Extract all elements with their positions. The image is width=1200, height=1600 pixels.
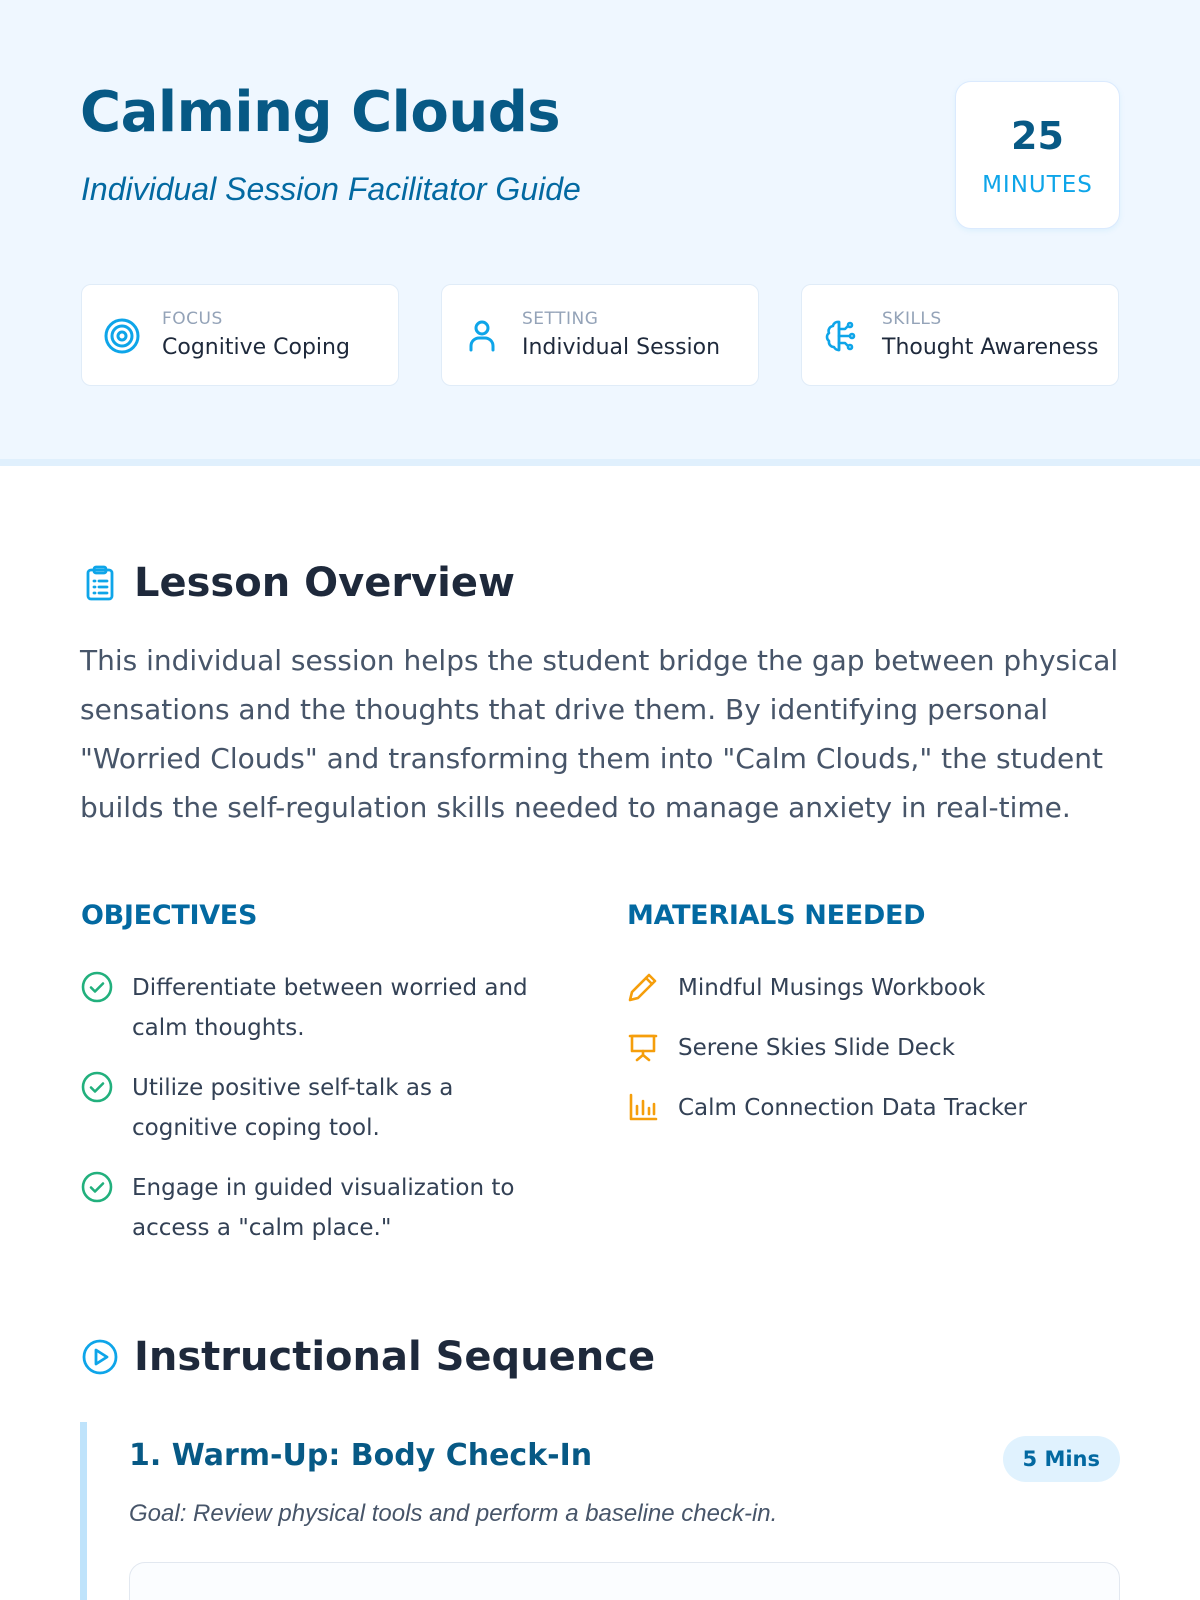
objective-item bbox=[80, 1068, 560, 1148]
target-icon bbox=[102, 316, 142, 356]
sequence-step bbox=[80, 1422, 1120, 1600]
header-banner bbox=[0, 0, 1200, 466]
material-item bbox=[626, 968, 1126, 1008]
step-duration-badge: 5 Mins bbox=[1003, 1436, 1120, 1482]
instructional-sequence-heading bbox=[80, 1334, 655, 1380]
presentation-icon bbox=[626, 1030, 660, 1064]
duration-card bbox=[955, 81, 1120, 229]
person-icon bbox=[462, 316, 502, 356]
meta-card-focus bbox=[81, 284, 399, 386]
material-text: Mindful Musings Workbook bbox=[678, 975, 986, 1001]
objective-text: Differentiate between worried and calm thoughts. bbox=[132, 975, 528, 1041]
objective-text: Engage in guided visualization to access a "calm place." bbox=[132, 1175, 515, 1241]
brain-icon bbox=[822, 316, 862, 356]
overview-text: This individual session helps the student bridge the gap between physical sensations and the thoughts that drive them. By identifying personal "Worried Clouds" and transforming them into "Calm Clouds," the student builds the self-regulation skills needed to manage anxiety in real-time. bbox=[80, 644, 1119, 824]
material-text: Calm Connection Data Tracker bbox=[678, 1095, 1027, 1121]
materials-heading: MATERIALS NEEDED bbox=[627, 900, 926, 931]
material-item bbox=[626, 1028, 1126, 1068]
section-title: Lesson Overview bbox=[134, 560, 515, 606]
section-title: Instructional Sequence bbox=[134, 1334, 656, 1380]
objectives-heading: OBJECTIVES bbox=[81, 900, 258, 931]
objective-item bbox=[80, 1168, 560, 1248]
meta-label: SETTING bbox=[522, 309, 599, 329]
step-content-box bbox=[129, 1562, 1120, 1600]
play-circle-icon bbox=[80, 1337, 120, 1377]
duration-unit: MINUTES bbox=[982, 172, 1093, 198]
meta-value: Thought Awareness bbox=[882, 335, 1099, 360]
meta-label: FOCUS bbox=[162, 309, 223, 329]
step-title: 1. Warm-Up: Body Check-In bbox=[129, 1438, 593, 1473]
check-circle-icon bbox=[80, 1070, 114, 1104]
material-text: Serene Skies Slide Deck bbox=[678, 1035, 955, 1061]
clipboard-icon bbox=[80, 563, 120, 603]
meta-label: SKILLS bbox=[882, 309, 942, 329]
check-circle-icon bbox=[80, 970, 114, 1004]
lesson-overview-heading bbox=[80, 560, 515, 606]
bar-chart-icon bbox=[626, 1090, 660, 1124]
objective-item bbox=[80, 968, 560, 1048]
check-circle-icon bbox=[80, 1170, 114, 1204]
step-goal: Goal: Review physical tools and perform a baseline check-in. bbox=[129, 1500, 778, 1527]
meta-value: Individual Session bbox=[522, 335, 721, 360]
duration-value: 25 bbox=[1011, 114, 1064, 158]
meta-card-setting bbox=[441, 284, 759, 386]
page-subtitle: Individual Session Facilitator Guide bbox=[81, 171, 581, 207]
page-title: Calming Clouds bbox=[80, 80, 561, 145]
meta-card-skills bbox=[801, 284, 1119, 386]
objective-text: Utilize positive self-talk as a cognitive coping tool. bbox=[132, 1075, 454, 1141]
pencil-icon bbox=[626, 970, 660, 1004]
material-item bbox=[626, 1088, 1126, 1128]
meta-value: Cognitive Coping bbox=[162, 335, 350, 360]
